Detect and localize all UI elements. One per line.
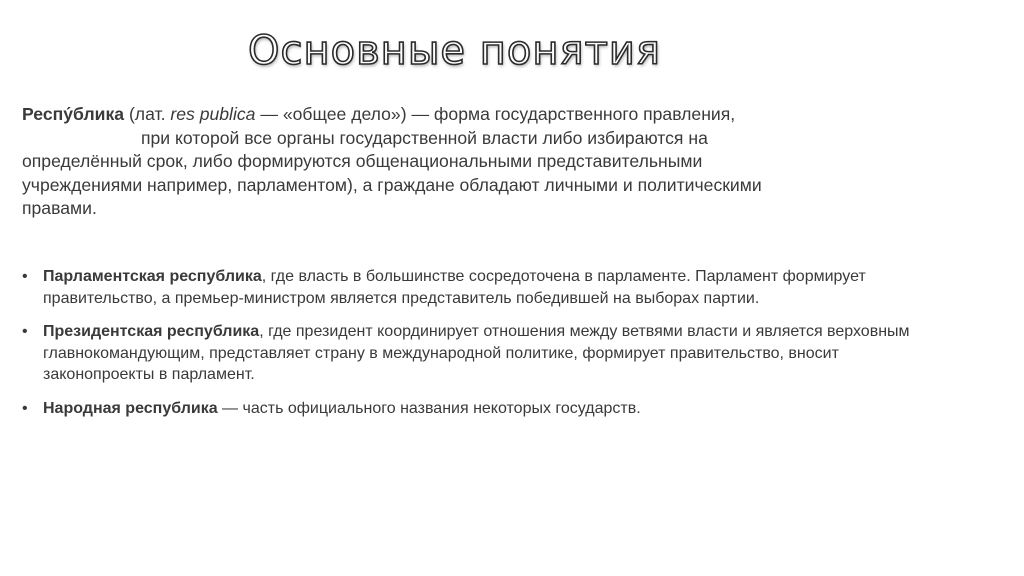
bullet-term: Парламентская республика: [43, 268, 262, 285]
bullet-text: — часть официального названия некоторых государств.: [217, 399, 641, 417]
list-item: [22, 398, 952, 420]
slide-title: Основные понятия: [248, 28, 661, 74]
definition-open: (лат.: [124, 104, 171, 124]
bullet-text: , где президент координирует отношения между ветвями власти и является верховным главнокомандующим, представляет страну в международной политике, формирует правительство, вносит законопроекты в парламент.: [43, 323, 910, 383]
bullet-icon: •: [22, 268, 28, 285]
bullet-icon: •: [22, 323, 28, 340]
definition-rest: — «общее дело») — форма государственного правления,: [255, 104, 736, 124]
bullet-term: Президентская республика: [43, 323, 260, 340]
definition-paragraph: [22, 103, 942, 221]
bullet-list: [22, 266, 952, 431]
bullet-term: Народная республика: [43, 399, 218, 417]
definition-line-4: учреждениями например, парламентом), а граждане обладают личными и политическими: [22, 174, 762, 195]
bullet-icon: •: [22, 399, 28, 417]
definition-line-2: при которой все органы государственной власти либо избираются на: [141, 127, 708, 148]
definition-line-5: правами.: [22, 198, 97, 218]
definition-line-3: определённый срок, либо формируются общенациональными представительными: [22, 151, 703, 171]
definition-term: Респу́блика: [22, 104, 125, 124]
list-item: [22, 321, 952, 386]
bullet-text: , где власть в большинстве сосредоточена в парламенте. Парламент формирует правительство, а премьер-министром является представитель победившей на выборах партии.: [43, 268, 866, 307]
definition-latin: res publica: [170, 104, 256, 124]
definition-line-1: [22, 103, 942, 127]
list-item: [22, 266, 952, 309]
